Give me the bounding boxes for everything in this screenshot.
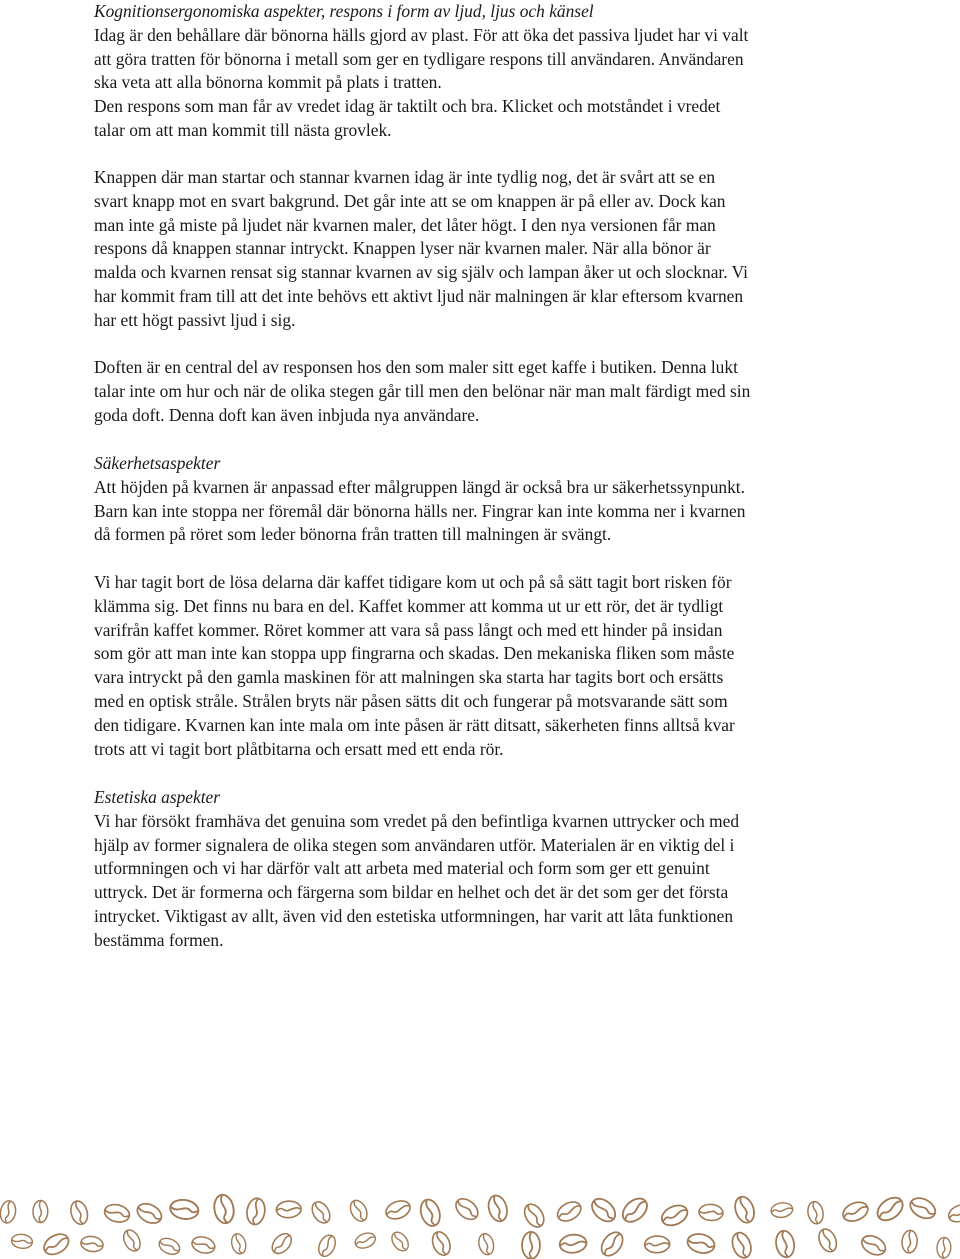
paragraph-losa-delar	[94, 571, 735, 761]
text-line: utformningen och vi har därför valt att arbeta med material och form som ger ett genuint	[94, 858, 710, 879]
text-line: Den respons som man får av vredet idag är taktilt och bra. Klicket och motståndet i vredet	[94, 96, 721, 117]
coffee-bean-icon	[383, 1198, 412, 1222]
coffee-bean-icon	[120, 1227, 143, 1253]
coffee-bean-icon	[11, 1233, 33, 1249]
text-line: uttryck. Det är formerna och färgerna som bildar en helhet och det är det som ger det första	[94, 882, 729, 903]
coffee-bean-icon	[309, 1199, 334, 1226]
text-line: har kommit fram till att det inte behövs ett aktivt ljud när malningen är klar eftersom kvarnen	[94, 285, 744, 306]
coffee-bean-icon	[134, 1200, 165, 1227]
coffee-bean-icon	[597, 1228, 627, 1259]
text-line: Vi har försökt framhäva det genuina som vredet på den befintliga kvarnen uttrycker och med	[94, 810, 740, 831]
coffee-bean-icon	[698, 1204, 723, 1222]
text-line: man inte gå miste på ljudet när kvarnen maler, det låter högt. I den nya versionen får man	[94, 214, 716, 235]
paragraph-doften	[94, 356, 750, 427]
coffee-bean-icon	[68, 1199, 90, 1226]
coffee-bean-icon	[907, 1194, 939, 1222]
text-line: goda doft. Denna doft kan även inbjuda nya användare.	[94, 404, 480, 425]
coffee-bean-icon	[770, 1201, 793, 1218]
coffee-bean-icon	[618, 1194, 651, 1226]
text-line: Doften är en central del av responsen hos den som maler sitt eget kaffe i butiken. Denna lukt	[94, 357, 738, 377]
text-line: talar inte om hur och när de olika stegen går till men den belönar när man malt färdigt med sin	[94, 380, 751, 401]
coffee-bean-icon	[859, 1232, 889, 1259]
coffee-bean-icon	[418, 1197, 444, 1228]
text-line: vara intryckt på den gamla maskinen för att malningen ska starta har tagits bort och ersätts	[94, 667, 724, 688]
coffee-bean-icon	[554, 1198, 584, 1225]
text-line: trots att vi tagit bort plåtbitarna och ersatt med ett enda rör.	[94, 738, 504, 759]
coffee-bean-icon	[229, 1232, 247, 1255]
coffee-bean-icon	[212, 1193, 236, 1224]
text-line: har ett högt passivt ljud i sig.	[94, 309, 296, 330]
coffee-bean-icon	[946, 1202, 960, 1225]
coffee-bean-icon	[429, 1229, 453, 1258]
coffee-bean-icon	[840, 1199, 871, 1225]
text-line: Vi har tagit bort de lösa delarna där kaffet tidigare kom ut och på så sätt tagit bort risken för	[94, 572, 732, 592]
coffee-bean-icon	[936, 1237, 951, 1258]
coffee-bean-icon	[559, 1233, 588, 1254]
coffee-bean-icon	[33, 1200, 48, 1222]
coffee-bean-icon	[686, 1231, 717, 1255]
coffee-bean-icon	[732, 1194, 757, 1225]
coffee-bean-icon	[806, 1200, 825, 1225]
coffee-bean-border	[0, 1188, 960, 1259]
coffee-bean-icon	[816, 1226, 840, 1254]
section-sakerhet	[94, 452, 745, 547]
text-line: Idag är den behållare där bönorna hälls gjord av plast. För att öka det passiva ljudet har vi valt	[94, 24, 749, 45]
coffee-bean-icon	[103, 1202, 132, 1224]
text-line: intrycket. Viktigast av allt, även vid den estetiska utformningen, har varit att låta funktionen	[94, 905, 734, 926]
text-line: varifrån kaffet kommer. Röret kommer att vara så pass långt och med ett hinder på insidan	[94, 619, 723, 640]
text-line: klämma sig. Det finns nu bara en del. Kaffet kommer att komma ut ur ett rör, det är tydligt	[94, 595, 724, 616]
text-line: då formen på röret som leder bönorna från tratten till malningen är svängt.	[94, 524, 612, 545]
text-line: att göra tratten för bönorna i metall som ger en tydligare respons till användaren. Användaren	[94, 48, 744, 69]
text-line: respons då knappen stannar intryckt. Knappen lyser när kvarnen maler. När alla bönor är	[94, 238, 711, 259]
text-line: med en optisk stråle. Strålen bryts när påsen sätts dit och fungerar på motsvarande sätt som	[94, 690, 728, 711]
coffee-bean-icon	[347, 1198, 370, 1224]
coffee-bean-icon	[169, 1198, 200, 1221]
text-line: malda och kvarnen rensat sig stannar kvarnen av sig själv och lampan åker ut och slocknar. Vi	[94, 262, 748, 283]
text-line: ska veta att alla bönorna kommit på plats i tratten.	[94, 72, 442, 93]
coffee-bean-icon	[521, 1201, 548, 1231]
coffee-bean-icon	[190, 1234, 217, 1255]
coffee-bean-icon	[644, 1236, 670, 1254]
text-line: Knappen där man startar och stannar kvarnen idag är inte tydlig nog, det är svårt att se en	[94, 167, 716, 187]
text-line: som gör att man inte kan stoppa upp fingrarna och skadas. Den mekaniska fliken som måste	[94, 643, 735, 664]
text-line: hjälp av former signalera de olika stegen som användaren utför. Materialen är en viktig del i	[94, 834, 735, 855]
coffee-bean-icon	[477, 1232, 496, 1256]
coffee-bean-icon	[0, 1200, 17, 1225]
text-line: Barn kan inte stoppa ner föremål där bönorna hälls ner. Fingrar kan inte komma ner i kvarnen	[94, 500, 746, 521]
coffee-bean-icon	[774, 1229, 796, 1258]
coffee-bean-icon	[659, 1202, 691, 1230]
coffee-bean-icon	[588, 1194, 620, 1225]
coffee-bean-icon	[901, 1230, 918, 1254]
text-line: bestämma formen.	[94, 929, 224, 950]
section-kognition	[94, 0, 748, 143]
heading-kognition: Kognitionsergonomiska aspekter, respons i form av ljud, ljus och känsel	[94, 1, 594, 21]
paragraph-knappen	[94, 166, 748, 333]
coffee-bean-icon	[40, 1230, 72, 1258]
text-line: Att höjden på kvarnen är anpassad efter målgruppen längd är också bra ur säkerhetssynpunkt.	[94, 476, 745, 497]
text-line: talar om att man kommit till nästa grovlek.	[94, 119, 392, 140]
coffee-bean-icon	[452, 1195, 482, 1224]
heading-sakerhet: Säkerhetsaspekter	[94, 453, 221, 473]
coffee-bean-icon	[276, 1201, 302, 1219]
coffee-bean-icon	[389, 1229, 412, 1254]
text-line: svart knapp mot en svart bakgrund. Det går inte att se om knappen är på eller av. Dock kan	[94, 190, 726, 211]
coffee-bean-icon	[486, 1193, 510, 1223]
coffee-bean-icon	[245, 1197, 267, 1226]
coffee-bean-icon	[268, 1230, 295, 1257]
coffee-bean-icon	[873, 1193, 907, 1225]
text-line: den tidigare. Kvarnen kan inte mala om inte påsen är rätt ditsatt, säkerheten finns alltså kvar	[94, 714, 735, 735]
coffee-bean-icon	[353, 1230, 377, 1250]
coffee-bean-icon	[157, 1235, 183, 1257]
coffee-bean-icon	[80, 1235, 104, 1253]
coffee-bean-icon	[522, 1232, 540, 1259]
section-estetik	[94, 786, 739, 953]
coffee-bean-icon	[729, 1230, 754, 1259]
heading-estetik: Estetiska aspekter	[94, 787, 221, 807]
coffee-bean-icon	[316, 1232, 339, 1259]
